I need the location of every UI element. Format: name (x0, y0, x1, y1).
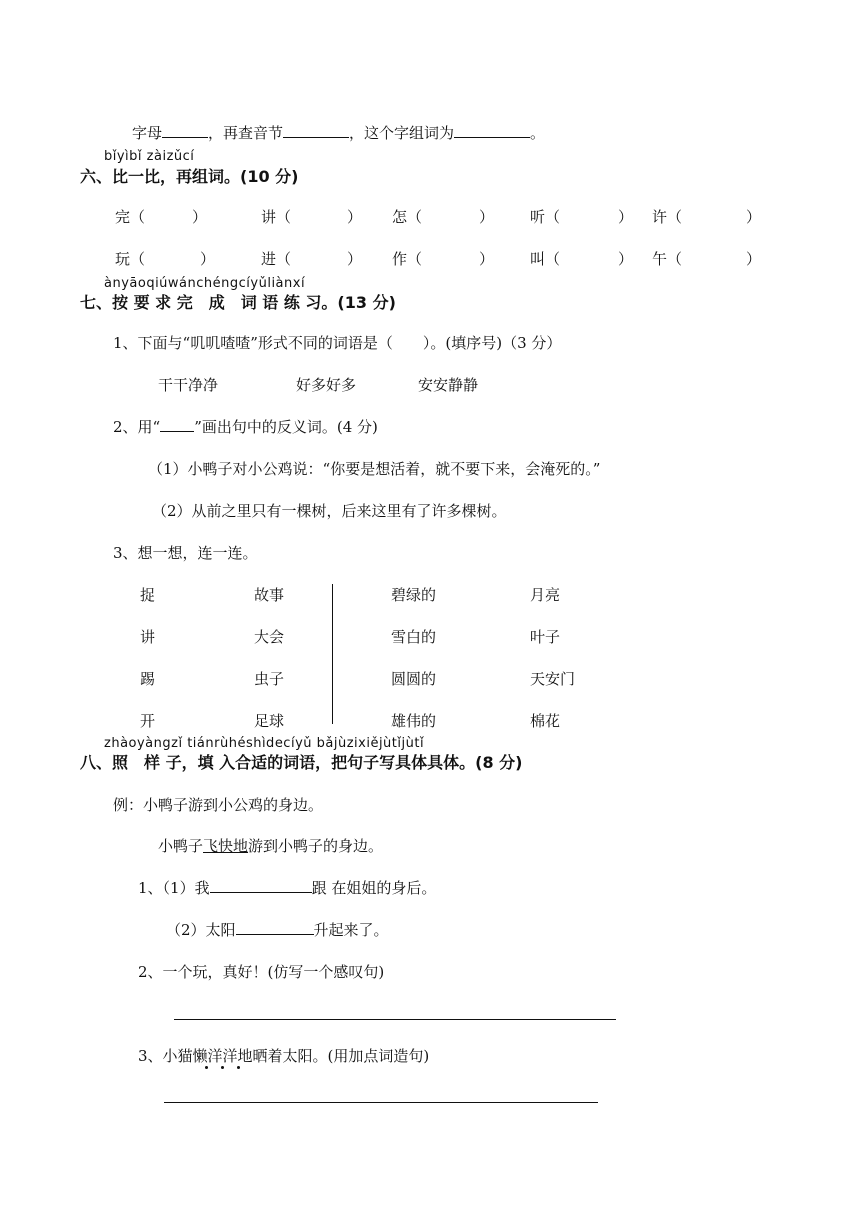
emphasis-dot (237, 1066, 240, 1069)
match-item[interactable]: 叶子 (530, 628, 561, 646)
emphasis-dot (205, 1066, 208, 1069)
bracket-close[interactable]: ） (347, 250, 363, 268)
match-item[interactable]: 故事 (254, 586, 285, 604)
char-box: 进（ (261, 250, 292, 268)
match-item[interactable]: 大会 (254, 628, 285, 646)
match-item[interactable]: 月亮 (530, 586, 561, 604)
example-pre: 小鸭子 (158, 837, 204, 855)
answer-blank[interactable] (210, 878, 312, 893)
bracket-close[interactable]: ） (479, 250, 495, 268)
char-box: 听（ (530, 208, 561, 226)
q2-start: 2、用“ (113, 418, 161, 436)
bracket-close[interactable]: ） (746, 208, 762, 226)
char-box: 许（ (652, 208, 683, 226)
answer-line[interactable] (164, 1102, 598, 1103)
match-item[interactable]: 天安门 (530, 670, 576, 688)
answer-line[interactable] (174, 1019, 616, 1020)
bracket-close[interactable]: ） (347, 208, 363, 226)
top-text-3: ，这个字组词为 (349, 124, 455, 142)
match-divider (332, 584, 333, 724)
blank-letter[interactable] (162, 123, 208, 138)
underline-sample (160, 419, 194, 432)
match-item[interactable]: 雄伟的 (391, 712, 437, 730)
char-box: 叫（ (530, 250, 561, 268)
sec7-q2 (113, 416, 378, 437)
example-label: 例：小鸭子游到小公鸡的身边。 (113, 796, 324, 814)
blank-word[interactable] (454, 123, 530, 138)
match-item[interactable]: 捉 (140, 586, 156, 604)
q1a-pre: 1、（1）我 (138, 879, 210, 897)
option: 好多好多 (296, 376, 357, 394)
answer-blank[interactable] (236, 920, 314, 935)
sec8-pinyin: zhàoyàngzǐ tiánrùhéshìdecíyǔ bǎjùzixiějùtǐjùtǐ (104, 736, 425, 751)
option: 安安静静 (418, 376, 479, 394)
char-box: 作（ (392, 250, 423, 268)
sec8-q3: 3、小猫懒洋洋地晒着太阳。(用加点词造句) (138, 1047, 430, 1065)
q1b-pre: （2）太阳 (166, 921, 236, 939)
top-text-2: ，再查音节 (208, 124, 284, 142)
match-item[interactable]: 足球 (254, 712, 285, 730)
match-item[interactable]: 雪白的 (391, 628, 437, 646)
match-item[interactable]: 虫子 (254, 670, 285, 688)
q1b-post: 升起来了。 (313, 921, 389, 939)
match-item[interactable]: 讲 (140, 628, 156, 646)
sec7-q2-sentence1[interactable]: （1）小鸭子对小公鸡说：“你要是想活着，就不要下来，会淹死的。” (148, 460, 601, 478)
match-item[interactable]: 圆圆的 (391, 670, 437, 688)
bracket-close[interactable]: ） (192, 208, 208, 226)
q1a-post: 跟 在姐姐的身后。 (311, 879, 437, 897)
top-fill-line (132, 122, 545, 143)
example-post: 游到小鸭子的身边。 (248, 837, 384, 855)
emphasis-dot (221, 1066, 224, 1069)
sec7-pinyin: ànyāoqiúwánchéngcíyǔliànxí (104, 276, 306, 291)
sec7-q1: 1、下面与“叽叽喳喳”形式不同的词语是（ ）。(填序号)（3 分） (113, 334, 562, 352)
char-box: 完（ (115, 208, 146, 226)
example-underlined: 飞快地 (203, 837, 249, 855)
bracket-close[interactable]: ） (200, 250, 216, 268)
top-text-1: 字母 (132, 124, 163, 142)
char-box: 玩（ (115, 250, 146, 268)
option: 干干净净 (158, 376, 219, 394)
q2-end: ”画出句中的反义词。(4 分) (194, 418, 378, 436)
match-item[interactable]: 踢 (140, 670, 156, 688)
match-item[interactable]: 棉花 (530, 712, 561, 730)
char-box: 讲（ (261, 208, 292, 226)
sec8-q2: 2、一个玩，真好！(仿写一个感叹句) (138, 963, 385, 981)
char-box: 怎（ (392, 208, 423, 226)
sec7-q3: 3、想一想，连一连。 (113, 544, 258, 562)
example-sentence (158, 835, 383, 856)
sec7-title: 七、按 要 求 完 成 词 语 练 习。(13 分) (80, 293, 396, 312)
bracket-close[interactable]: ） (479, 208, 495, 226)
bracket-close[interactable]: ） (618, 250, 634, 268)
blank-syllable[interactable] (283, 123, 349, 138)
sec8-title: 八、照 样 子，填 入合适的词语，把句子写具体具体。(8 分) (80, 753, 523, 772)
sec8-q1b (166, 919, 389, 940)
sec6-title: 六、比一比，再组词。(10 分) (80, 167, 299, 186)
match-item[interactable]: 开 (140, 712, 156, 730)
bracket-close[interactable]: ） (618, 208, 634, 226)
char-box: 午（ (652, 250, 683, 268)
sec8-q1a (138, 877, 436, 898)
sec6-pinyin: bǐyìbǐ zàizǔcí (104, 149, 195, 164)
top-text-4: 。 (530, 124, 546, 142)
match-item[interactable]: 碧绿的 (391, 586, 437, 604)
sec7-q2-sentence2[interactable]: （2）从前之里只有一棵树，后来这里有了许多棵树。 (152, 502, 507, 520)
bracket-close[interactable]: ） (746, 250, 762, 268)
